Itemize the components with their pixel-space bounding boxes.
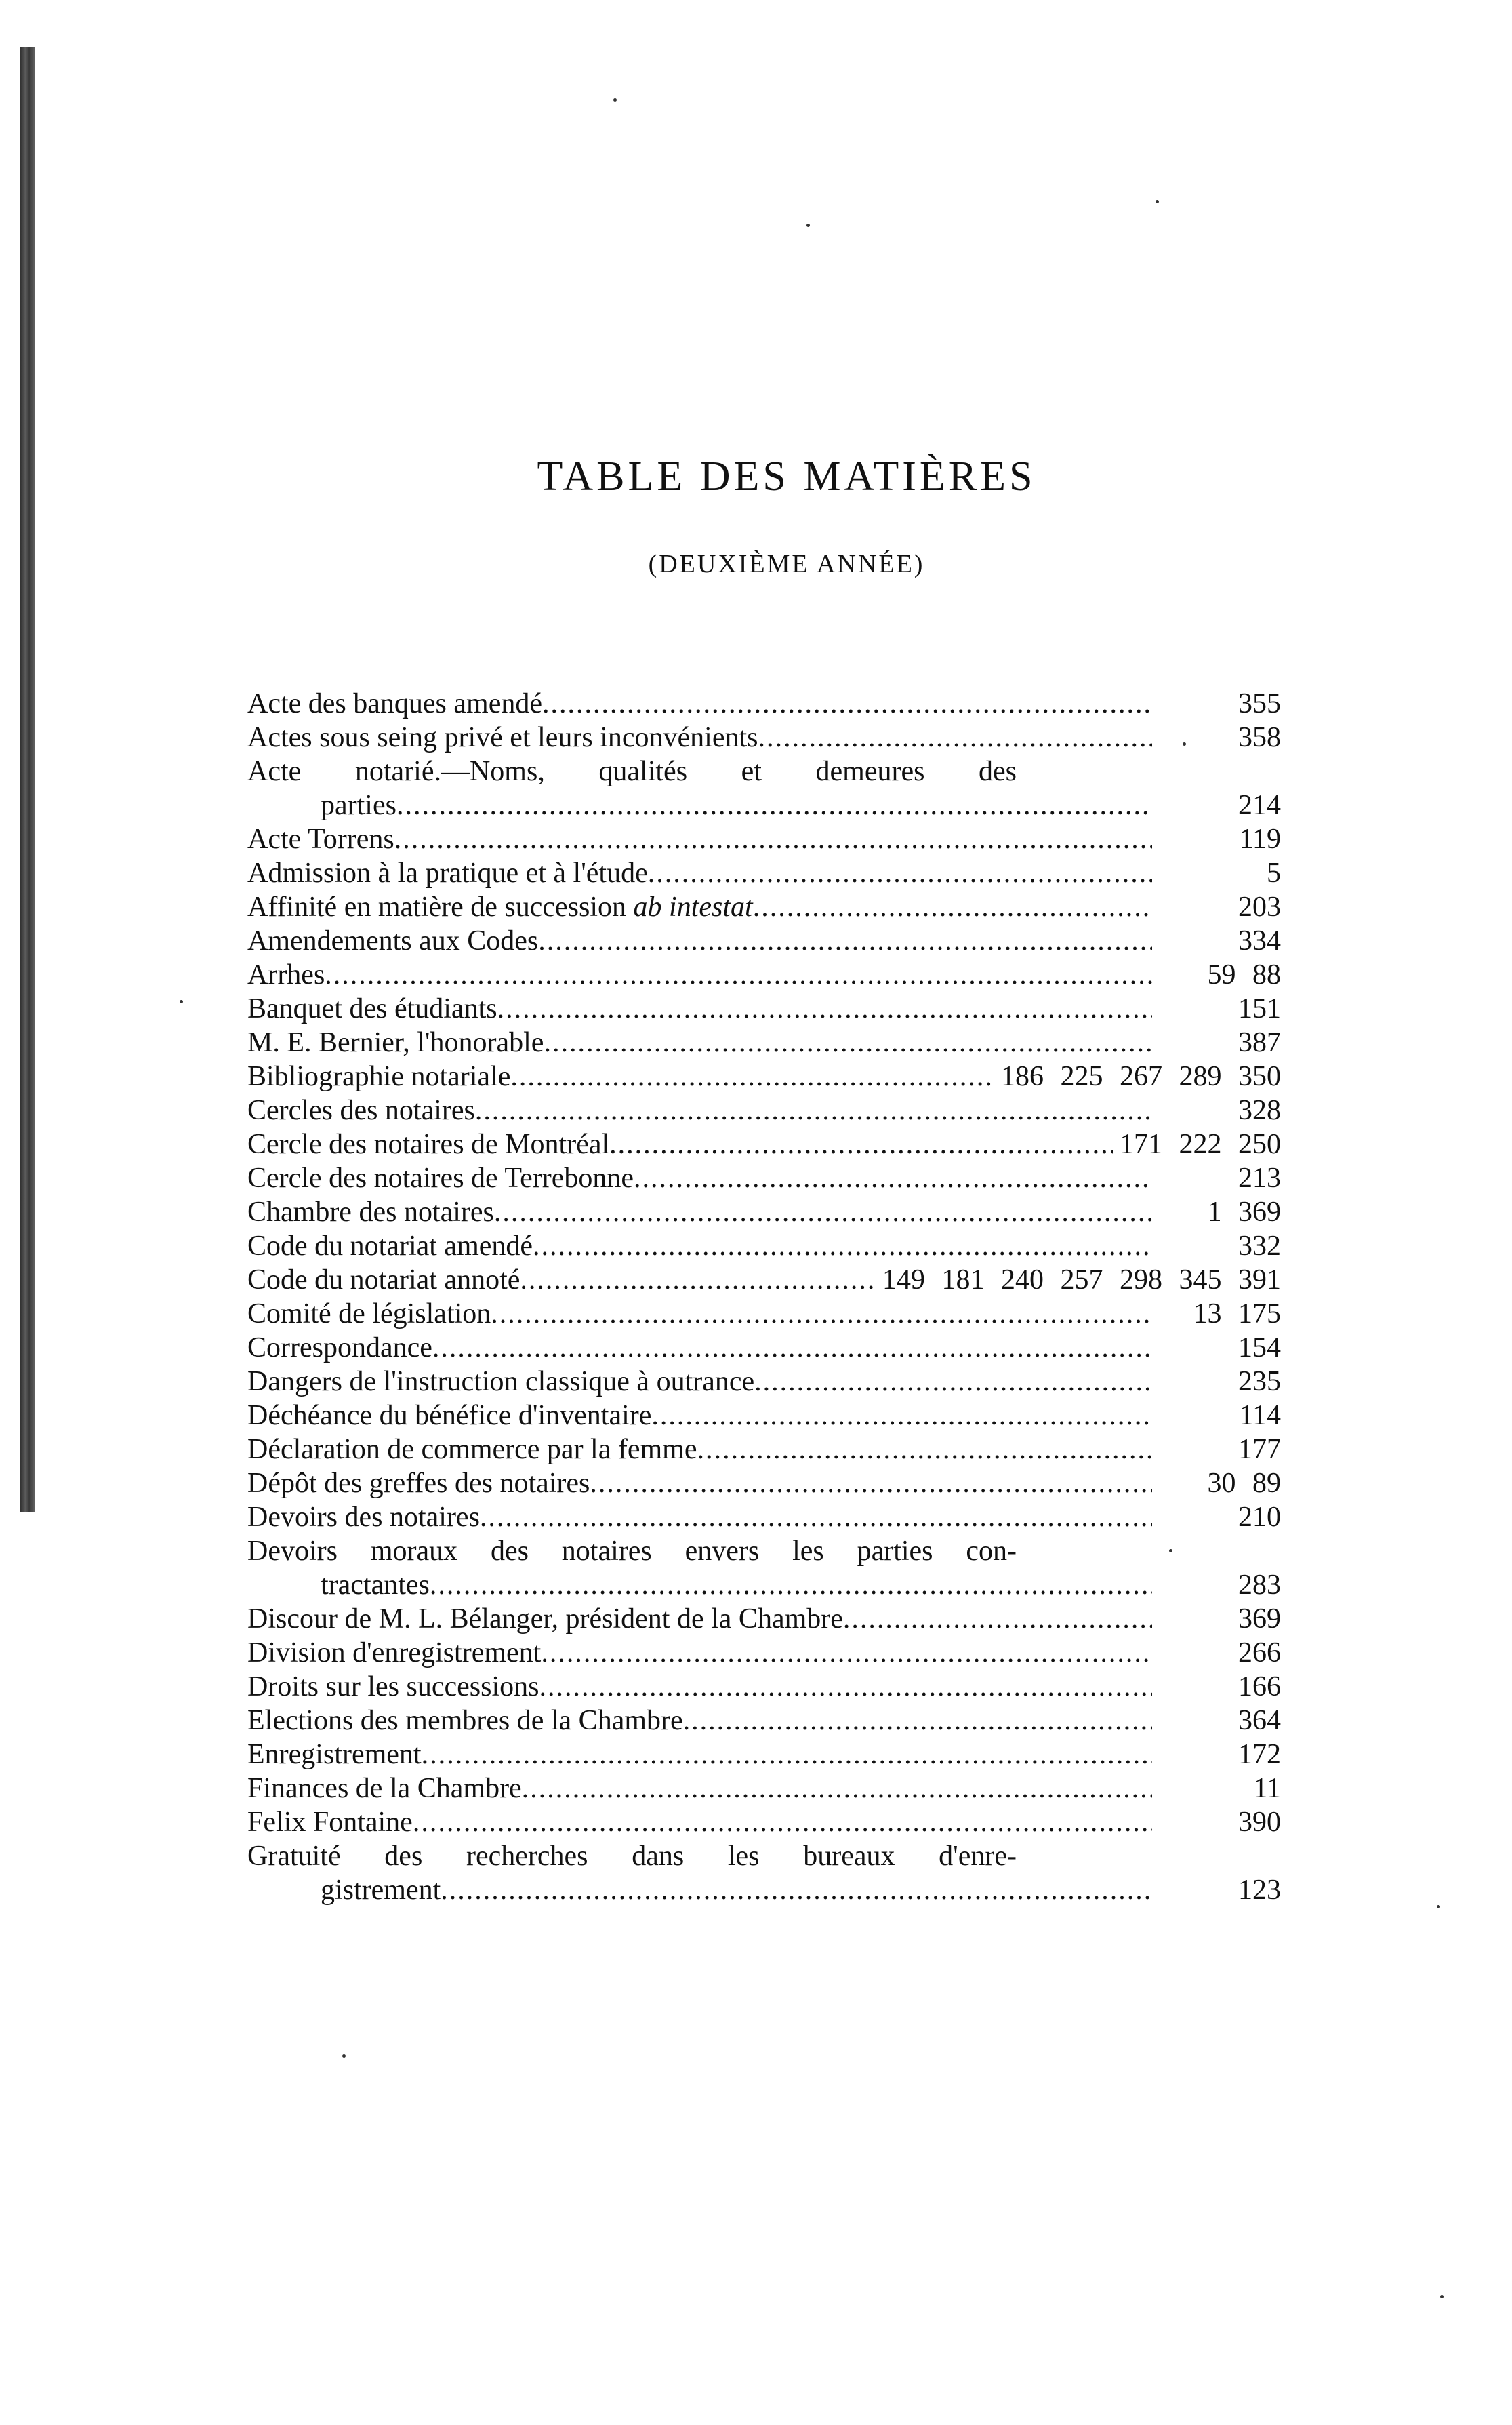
- page-numbers: 328: [1238, 1095, 1281, 1126]
- page-numbers: 210: [1238, 1502, 1281, 1533]
- entry-label: Devoirs des notaires: [247, 1502, 480, 1533]
- dot-leader: [325, 958, 1152, 992]
- page-numbers: 123: [1238, 1875, 1281, 1906]
- page-numbers: 13 175: [1193, 1298, 1281, 1329]
- page-binding-edge: [20, 47, 35, 1512]
- dot-leader: [758, 721, 1153, 755]
- dot-leader: [538, 924, 1152, 958]
- dot-leader: [432, 1331, 1152, 1365]
- entry-label: Dangers de l'instruction classique à outrance: [247, 1366, 755, 1397]
- page-numbers: 30 89: [1207, 1468, 1281, 1499]
- dot-leader: [422, 1738, 1152, 1771]
- toc-entry: [247, 1466, 1281, 1500]
- entry-label: Code du notariat annoté: [247, 1264, 520, 1296]
- entry-label: Droits sur les successions: [247, 1671, 539, 1702]
- toc-entry: [247, 1365, 1281, 1399]
- page-numbers: 171 222 250: [1120, 1129, 1281, 1160]
- entry-label: Banquet des étudiants: [247, 993, 497, 1024]
- page-numbers: 177: [1238, 1434, 1281, 1465]
- page-numbers: 369: [1238, 1603, 1281, 1635]
- print-speck: [1437, 1905, 1440, 1908]
- dot-leader: [753, 890, 1152, 924]
- dot-leader: [522, 1771, 1152, 1805]
- print-speck: [180, 1000, 183, 1003]
- page-numbers: 151: [1238, 993, 1281, 1024]
- entry-label: Déchéance du bénéfice d'inventaire: [247, 1400, 652, 1431]
- page-subtitle: (DEUXIÈME ANNÉE): [648, 550, 925, 578]
- entry-label: Dépôt des greffes des notaires: [247, 1468, 590, 1499]
- dot-leader: [394, 822, 1152, 856]
- dot-leader: [533, 1229, 1152, 1263]
- print-speck: [1440, 2295, 1444, 2298]
- entry-label-plain: Affinité en matière de succession: [247, 891, 634, 923]
- entry-label: [247, 890, 753, 924]
- page-numbers: 172: [1238, 1739, 1281, 1770]
- page-numbers: 11: [1253, 1773, 1281, 1804]
- entry-label: Comité de législation: [247, 1298, 491, 1329]
- dot-leader: [634, 1161, 1152, 1195]
- page-numbers: 59 88: [1207, 959, 1281, 990]
- dot-leader: [430, 1568, 1152, 1602]
- entry-label-first-line: Devoirs moraux des notaires envers les parties con-: [247, 1536, 1017, 1567]
- entry-label: M. E. Bernier, l'honorable: [247, 1027, 544, 1058]
- toc-entry: [247, 958, 1281, 992]
- print-speck: [342, 2054, 346, 2058]
- toc-entry: [247, 1805, 1281, 1839]
- entry-label: Discour de M. L. Bélanger, président de la Chambre: [247, 1603, 843, 1635]
- toc-entry: [247, 1331, 1281, 1365]
- entry-label: Chambre des notaires: [247, 1197, 494, 1228]
- page-numbers: 332: [1238, 1230, 1281, 1262]
- entry-label: Acte Torrens: [247, 824, 394, 855]
- page-numbers: 5: [1267, 858, 1281, 889]
- toc-entry: [247, 1127, 1281, 1161]
- entry-label: Division d'enregistrement: [247, 1637, 542, 1668]
- dot-leader: [510, 1060, 994, 1094]
- page-numbers: 355: [1238, 688, 1281, 719]
- entry-label: Enregistrement: [247, 1739, 422, 1770]
- toc-entry: [247, 1704, 1281, 1738]
- page-numbers: 213: [1238, 1163, 1281, 1194]
- entry-label: Cercles des notaires: [247, 1095, 475, 1126]
- dot-leader: [497, 992, 1152, 1026]
- dot-leader: [413, 1805, 1152, 1839]
- page-title: TABLE DES MATIÈRES: [537, 454, 1036, 500]
- dot-leader: [648, 856, 1152, 890]
- dot-leader: [651, 1399, 1152, 1432]
- toc-entry: [247, 992, 1281, 1026]
- toc-entry: [247, 924, 1281, 958]
- page-numbers: 166: [1238, 1671, 1281, 1702]
- page-numbers: 154: [1238, 1332, 1281, 1363]
- toc-entry: [247, 1263, 1281, 1297]
- entry-label-first-line: Acte notarié.—Noms, qualités et demeures des: [247, 756, 1017, 787]
- print-speck: [806, 224, 810, 227]
- dot-leader: [541, 1636, 1152, 1670]
- entry-label: Cercle des notaires de Terrebonne: [247, 1163, 634, 1194]
- toc-entry: [247, 1229, 1281, 1263]
- entry-label: Actes sous seing privé et leurs inconvénients: [247, 722, 758, 753]
- dot-leader: [544, 1026, 1152, 1060]
- page-numbers: 387: [1238, 1027, 1281, 1058]
- toc-entry: [247, 1738, 1281, 1771]
- page-numbers: 358: [1238, 722, 1281, 753]
- entry-label: Déclaration de commerce par la femme: [247, 1434, 697, 1465]
- dot-leader: [494, 1195, 1152, 1229]
- entry-label: Finances de la Chambre: [247, 1773, 522, 1804]
- toc-entry: [247, 856, 1281, 890]
- page-numbers: 364: [1238, 1705, 1281, 1736]
- page-numbers: 266: [1238, 1637, 1281, 1668]
- table-of-contents: [247, 687, 1281, 1907]
- toc-entry: [247, 1094, 1281, 1127]
- dot-leader: [843, 1602, 1152, 1636]
- entry-label-italic: ab intestat: [633, 891, 753, 923]
- toc-entry: [247, 890, 1281, 924]
- toc-entry: [247, 1500, 1281, 1534]
- toc-entry: [247, 755, 1281, 822]
- dot-leader: [475, 1094, 1152, 1127]
- entry-label-first-line: Gratuité des recherches dans les bureaux d'enre-: [247, 1841, 1017, 1872]
- entry-label: Admission à la pratique et à l'étude: [247, 858, 648, 889]
- toc-entry: [247, 1432, 1281, 1466]
- toc-entry: [247, 1839, 1281, 1907]
- dot-leader: [590, 1466, 1152, 1500]
- toc-entry: [247, 1771, 1281, 1805]
- entry-label: Bibliographie notariale: [247, 1061, 511, 1092]
- entry-label: Elections des membres de la Chambre: [247, 1705, 683, 1736]
- dot-leader: [542, 687, 1152, 721]
- page-numbers: 283: [1238, 1569, 1281, 1601]
- dot-leader: [480, 1500, 1152, 1534]
- entry-label: Felix Fontaine: [247, 1807, 413, 1838]
- page-numbers: 334: [1238, 925, 1281, 957]
- toc-entry: [247, 1060, 1281, 1094]
- entry-label: Arrhes: [247, 959, 325, 990]
- dot-leader: [697, 1432, 1152, 1466]
- print-speck: [1156, 200, 1159, 203]
- toc-entry: [247, 1399, 1281, 1432]
- entry-label: tractantes: [321, 1569, 430, 1601]
- dot-leader: [683, 1704, 1152, 1738]
- page-numbers: 1 369: [1207, 1197, 1281, 1228]
- page-numbers: 149 181 240 257 298 345 391: [882, 1264, 1281, 1296]
- dot-leader: [396, 788, 1152, 822]
- entry-label: gistrement: [321, 1875, 441, 1906]
- toc-entry: [247, 1636, 1281, 1670]
- dot-leader: [520, 1263, 876, 1297]
- dot-leader: [539, 1670, 1152, 1704]
- toc-entry: [247, 1534, 1281, 1602]
- toc-entry: [247, 1026, 1281, 1060]
- dot-leader: [754, 1365, 1152, 1399]
- page-numbers: 390: [1238, 1807, 1281, 1838]
- page-numbers: 114: [1239, 1400, 1281, 1431]
- dot-leader: [441, 1873, 1152, 1907]
- print-speck: [613, 98, 617, 102]
- page-numbers: 235: [1238, 1366, 1281, 1397]
- toc-entry: [247, 1195, 1281, 1229]
- dot-leader: [609, 1127, 1113, 1161]
- toc-entry: [247, 687, 1281, 721]
- entry-label: Acte des banques amendé: [247, 688, 542, 719]
- page-numbers: 119: [1239, 824, 1281, 855]
- entry-label: Cercle des notaires de Montréal: [247, 1129, 610, 1160]
- entry-label: Code du notariat amendé: [247, 1230, 533, 1262]
- toc-entry: [247, 721, 1281, 755]
- page-numbers: 186 225 267 289 350: [1001, 1061, 1281, 1092]
- toc-entry: [247, 822, 1281, 856]
- page-numbers: 203: [1238, 891, 1281, 923]
- toc-entry: [247, 1297, 1281, 1331]
- toc-entry: [247, 1161, 1281, 1195]
- dot-leader: [491, 1297, 1152, 1331]
- page-numbers: 214: [1238, 790, 1281, 821]
- toc-entry: [247, 1670, 1281, 1704]
- toc-entry: [247, 1602, 1281, 1636]
- entry-label: Correspondance: [247, 1332, 432, 1363]
- entry-label: Amendements aux Codes: [247, 925, 539, 957]
- entry-label: parties: [321, 790, 396, 821]
